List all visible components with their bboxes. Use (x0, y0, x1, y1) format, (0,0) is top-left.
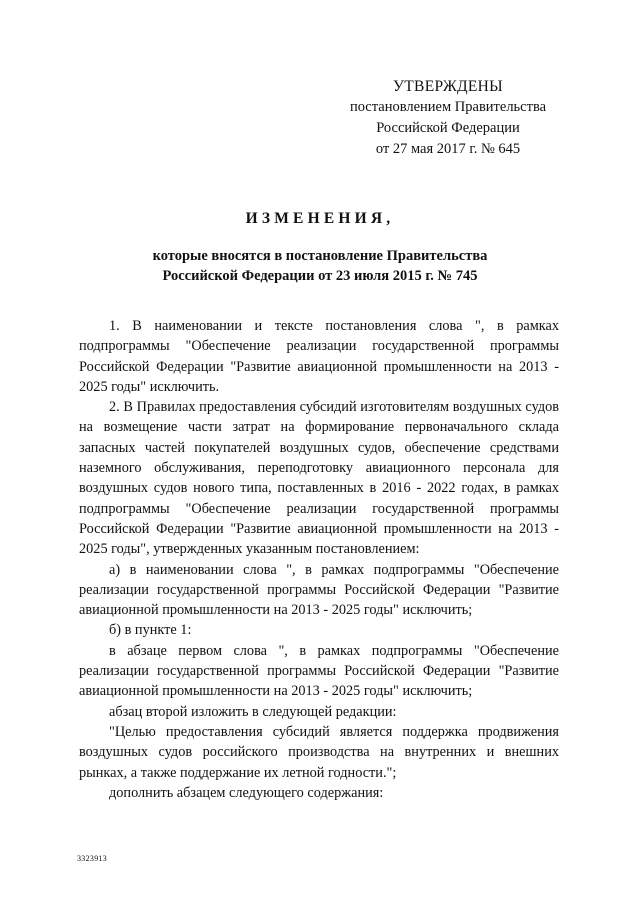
paragraph: а) в наименовании слова ", в рамках подпрограммы "Обеспечение реализации государственной программы Российской Федерации "Развитие авиационной промышленности на 2013 - 2025 годы" исключить; (79, 561, 559, 619)
subtitle-line-1: которые вносятся в постановление Правительства (152, 248, 488, 264)
paragraph: 2. В Правилах предоставления субсидий изготовителям воздушных судов на возмещение части затрат на формирование первоначального склада запасных частей покупателей воздушных судов, обеспечение средствами наземного обслуживания, переподготовку авиационного персонала для воздушных судов нового типа, поставленных в 2016 - 2022 годах, в рамках подпрограммы "Обеспечение реализации государственной программы Российской Федерации "Развитие авиационной промышленности на 2013 - 2025 годы", утвержденных указанным постановлением: (79, 399, 559, 558)
approval-line-2: Российской Федерации (376, 120, 520, 136)
paragraph: дополнить абзацем следующего содержания: (109, 784, 384, 801)
paragraph: в абзаце первом слова ", в рамках подпрограммы "Обеспечение реализации государственной программы Российской Федерации "Развитие авиационной промышленности на 2013 - 2025 годы" исключить; (79, 642, 559, 700)
approval-stamp (340, 76, 556, 160)
approval-title: УТВЕРЖДЕНЫ (393, 78, 503, 95)
paragraph: абзац второй изложить в следующей редакции: (109, 703, 397, 720)
paragraph: 1. В наименовании и тексте постановления слова ", в рамках подпрограммы "Обеспечение реализации государственной программы Российской Федерации "Развитие авиационной промышленности на 2013 - 2025 годы" исключить. (79, 318, 559, 395)
document-code: 3323913 (77, 854, 108, 863)
approval-line-1: постановлением Правительства (349, 99, 547, 115)
document-title: ИЗМЕНЕНИЯ, (245, 210, 395, 227)
document-body (79, 316, 559, 803)
document-subtitle (80, 246, 560, 286)
paragraph: б) в пункте 1: (109, 622, 192, 639)
subtitle-line-2: Российской Федерации от 23 июля 2015 г. № 745 (162, 268, 478, 284)
approval-line-3: от 27 мая 2017 г. № 645 (375, 141, 521, 157)
paragraph: "Целью предоставления субсидий является поддержка продвижения воздушных судов российского производства на внутренних и внешних рынках, а также поддержание их летной годности."; (79, 723, 559, 781)
